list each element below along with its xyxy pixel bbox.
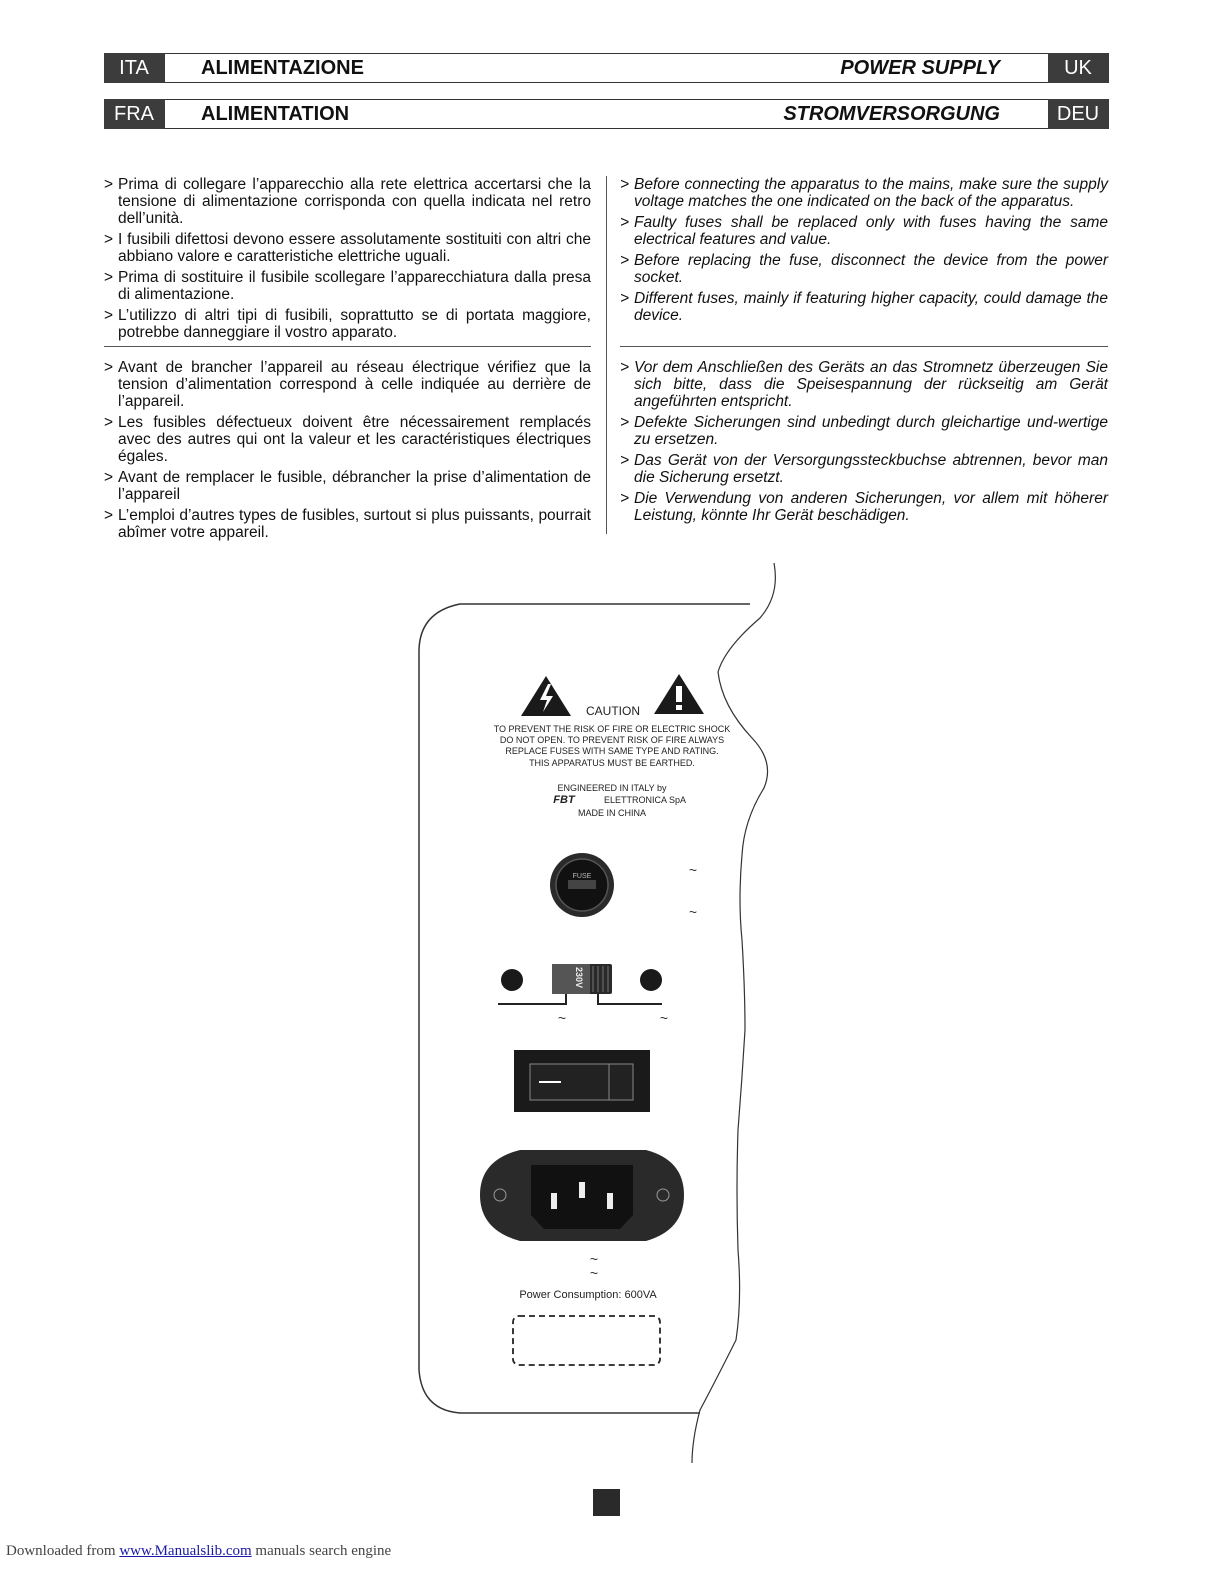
caution-line: THIS APPARATUS MUST BE EARTHED. [529,758,695,768]
voltage-selector [552,964,612,994]
fuse-label: FUSE [572,873,592,880]
list-item: > Before connecting the apparatus to the mains, make sure the supply voltage matches the one indicated on the back of the apparatus. [620,176,1108,210]
selector-bracket-right [598,994,662,1004]
list-item: > L’utilizzo di altri tipi di fusibili, soprattutto se di portata maggiore, potrebbe danneggiare il vostro apparato. [104,307,591,341]
list-item: > L’emploi d’autres types de fusibles, surtout si plus puissants, pourrait abîmer votre appareil. [104,507,591,541]
brand-logo: FBT [553,794,575,806]
lang-tag-ita: ITA [104,53,165,83]
list-item: > Avant de remplacer le fusible, débrancher la prise d’alimentation de l’appareil [104,469,591,503]
screw-icon [501,969,523,991]
engineered-label: ENGINEERED IN ITALY by [557,783,667,793]
title-stromversorgung: STROMVERSORGUNG [783,103,1000,125]
tilde-mark: ~ [589,1265,599,1281]
title-alimentazione: ALIMENTAZIONE [201,57,364,79]
caution-line: DO NOT OPEN. TO PREVENT RISK OF FIRE ALWAYS [499,735,725,745]
lang-tag-deu: DEU [1048,99,1109,129]
tilde-mark: ~ [659,1010,669,1026]
tilde-mark: ~ [589,1251,599,1267]
power-switch [514,1050,650,1112]
torn-edge-outer [692,563,775,1463]
manualslib-link[interactable]: www.Manualslib.com [119,1543,252,1559]
screw-icon [640,969,662,991]
list-item: > Das Gerät von der Versorgungssteckbuchse abtrennen, bevor man die Sicherung ersetzt. [620,452,1108,486]
footer-prefix: Downloaded from [6,1543,116,1559]
power-consumption-label: Power Consumption: 600VA [519,1289,657,1301]
tilde-mark: ~ [688,862,698,878]
list-item: > Die Verwendung von anderen Sicherungen, vor allem mit höherer Leistung, könnte Ihr Gerät beschädigen. [620,490,1108,524]
fuse-holder [550,853,614,917]
list-item: > Prima di sostituire il fusibile scollegare l’apparecchiatura dalla presa di alimentazione. [104,269,591,303]
list-item: > Les fusibles défectueux doivent être nécessairement remplacés avec des autres qui ont la valeur et les caractéristiques électriques égales. [104,414,591,465]
list-item: > Prima di collegare l’apparecchio alla rete elettrica accertarsi che la tensione di alimentazione corrisponda con quella indicata nel retro dell’unità. [104,176,591,227]
download-footer [6,1543,391,1560]
caution-line: TO PREVENT THE RISK OF FIRE OR ELECTRIC SHOCK [493,724,731,734]
exclamation-warning-icon [654,674,704,714]
company-label: ELETTRONICA SpA [603,795,687,805]
made-in-label: MADE IN CHINA [577,808,647,818]
footer-suffix: manuals search engine [255,1543,392,1559]
page-number-marker [593,1489,620,1516]
title-power-supply: POWER SUPPLY [840,57,1000,79]
lang-tag-fra: FRA [104,99,165,129]
lang-tag-uk: UK [1048,53,1109,83]
voltage-label: 230V [574,967,584,989]
list-item: > Before replacing the fuse, disconnect the device from the power socket. [620,252,1108,286]
list-item: > Vor dem Anschließen des Geräts an das Stromnetz überzeugen Sie sich bitte, dass die Speisespannung der rückseitig am Gerät angeführten entspricht. [620,359,1108,410]
list-item: > Different fuses, mainly if featuring higher capacity, could damage the device. [620,290,1108,324]
electric-shock-warning-icon [521,676,571,716]
caution-title: CAUTION [586,704,640,718]
list-item: > I fusibili difettosi devono essere assolutamente sostituiti con altri che abbiano valore e caratteristiche elettriche uguali. [104,231,591,265]
list-item: > Faulty fuses shall be replaced only with fuses having the same electrical features and value. [620,214,1108,248]
title-alimentation: ALIMENTATION [201,103,350,125]
caution-line: REPLACE FUSES WITH SAME TYPE AND RATING. [505,746,719,756]
list-item: > Avant de brancher l’appareil au réseau électrique vérifiez que la tension d’alimentation correspond à celle indiquée au derrière de l’appareil. [104,359,591,410]
tilde-mark: ~ [688,904,698,920]
power-inlet-socket [480,1150,684,1241]
selector-bracket-left [498,994,566,1004]
serial-label-area [513,1316,660,1365]
tilde-mark: ~ [557,1010,567,1026]
list-item: > Defekte Sicherungen sind unbedingt durch gleichartige und-wertige zu ersetzen. [620,414,1108,448]
